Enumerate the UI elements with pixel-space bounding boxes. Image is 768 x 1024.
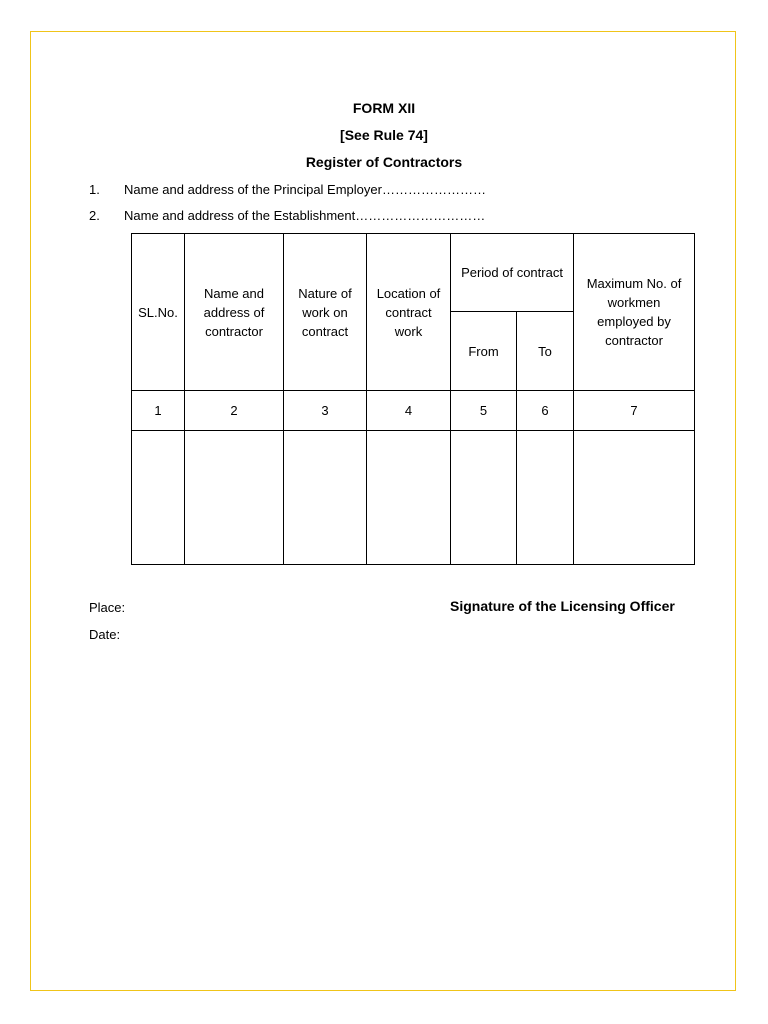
column-number: 3 xyxy=(284,391,367,431)
table-cell xyxy=(574,431,695,565)
header-period: Period of contract xyxy=(451,234,574,312)
list-text: Name and address of the Principal Employer…………………… xyxy=(124,182,486,197)
form-title: FORM XII xyxy=(352,100,416,116)
table-cell xyxy=(451,431,517,565)
column-number: 4 xyxy=(367,391,451,431)
column-number: 2 xyxy=(185,391,284,431)
header-max-workmen: Maximum No. of workmen employed by contractor xyxy=(574,234,695,391)
table-cell xyxy=(284,431,367,565)
table-row xyxy=(132,431,695,565)
header-name-address: Name and address of contractor xyxy=(185,234,284,391)
form-rule: [See Rule 74] xyxy=(340,127,428,143)
table-cell xyxy=(185,431,284,565)
header-sl-no: SL.No. xyxy=(132,234,185,391)
list-item-principal-employer xyxy=(89,182,486,197)
table-number-row xyxy=(132,391,695,431)
header-to: To xyxy=(517,312,574,391)
header-from: From xyxy=(451,312,517,391)
header-location: Location of contract work xyxy=(367,234,451,391)
list-item-establishment xyxy=(89,208,485,223)
header-nature-work: Nature of work on contract xyxy=(284,234,367,391)
table-cell xyxy=(517,431,574,565)
table-cell xyxy=(367,431,451,565)
column-number: 7 xyxy=(574,391,695,431)
table-cell xyxy=(132,431,185,565)
column-number: 6 xyxy=(517,391,574,431)
form-subtitle: Register of Contractors xyxy=(305,154,463,170)
list-number: 2. xyxy=(89,208,100,223)
table-header-row xyxy=(132,234,695,312)
list-number: 1. xyxy=(89,182,100,197)
date-label: Date: xyxy=(89,627,121,642)
place-label: Place: xyxy=(89,600,126,615)
register-table xyxy=(131,233,695,565)
signature-label: Signature of the Licensing Officer xyxy=(450,598,675,614)
list-text: Name and address of the Establishment………………………… xyxy=(124,208,486,223)
column-number: 1 xyxy=(132,391,185,431)
column-number: 5 xyxy=(451,391,517,431)
